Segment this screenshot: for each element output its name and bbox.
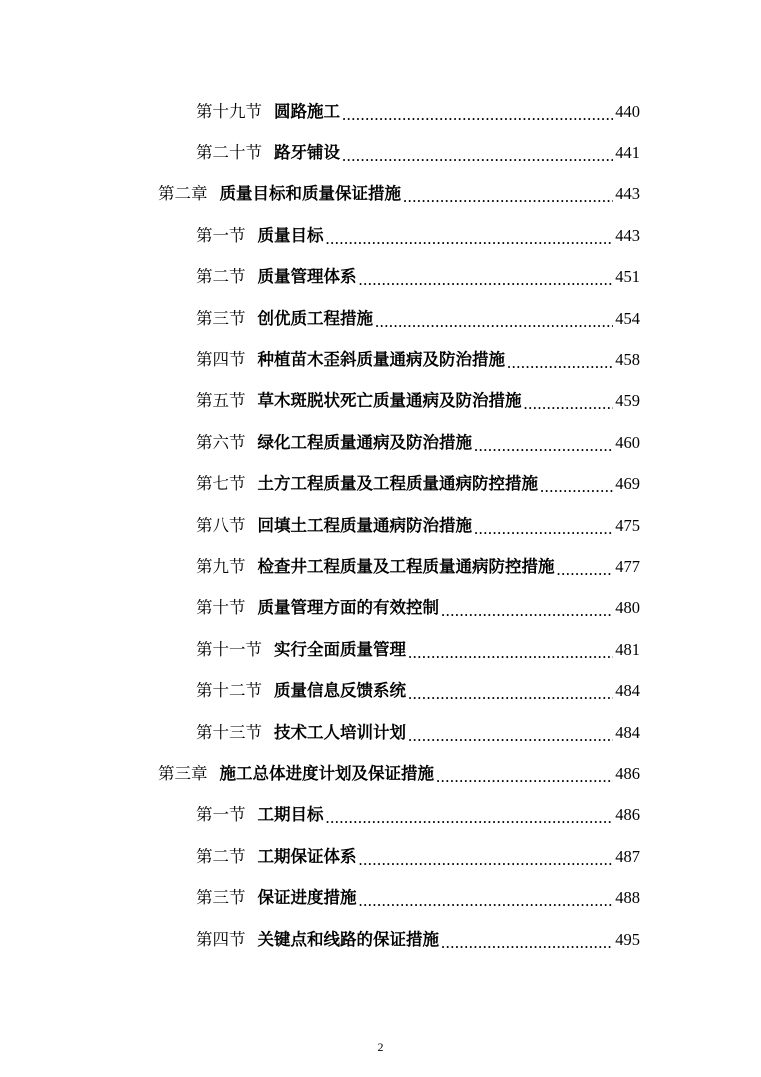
toc-entry-label: 第二章 — [158, 184, 208, 204]
toc-entry-page: 458 — [615, 350, 640, 370]
dot-leader — [441, 933, 613, 953]
dot-leader — [436, 767, 613, 787]
toc-entry[interactable] — [0, 91, 761, 132]
toc-entry[interactable] — [0, 257, 761, 298]
dot-leader — [474, 436, 613, 456]
toc-entry[interactable] — [0, 215, 761, 256]
toc-entry-label: 第九节 — [196, 556, 246, 576]
dot-leader — [441, 601, 613, 621]
toc-entry-label: 第二十节 — [196, 143, 262, 163]
dot-leader — [403, 187, 613, 207]
dot-leader — [359, 891, 614, 911]
toc-entry[interactable] — [0, 132, 761, 173]
toc-entry-page: 495 — [615, 929, 640, 949]
toc-entry-page: 477 — [615, 556, 640, 576]
dot-leader — [326, 808, 614, 828]
toc-entry-page: 484 — [615, 681, 640, 701]
toc-entry-page: 441 — [615, 143, 640, 163]
toc-entry-title: 圆路施工 — [274, 101, 340, 121]
toc-entry-page: 484 — [615, 722, 640, 742]
toc-entry-label: 第八节 — [196, 515, 246, 535]
dot-leader — [557, 560, 614, 580]
toc-entry-page: 481 — [615, 639, 640, 659]
toc-entry[interactable] — [0, 505, 761, 546]
toc-entry[interactable] — [0, 670, 761, 711]
toc-entry[interactable] — [0, 712, 761, 753]
toc-entry-label: 第二节 — [196, 846, 246, 866]
toc-entry-title: 检查井工程质量及工程质量通病防控措施 — [257, 556, 555, 576]
toc-entry[interactable] — [0, 588, 761, 629]
toc-entry-page: 451 — [615, 267, 640, 287]
dot-leader — [524, 394, 614, 414]
toc-entry-title: 质量信息反馈系统 — [274, 681, 406, 701]
dot-leader — [342, 146, 613, 166]
dot-leader — [359, 850, 614, 870]
toc-entry-label: 第七节 — [196, 474, 246, 494]
toc-entry-title: 工期保证体系 — [257, 846, 357, 866]
toc-entry[interactable] — [0, 877, 761, 918]
dot-leader — [408, 684, 613, 704]
dot-leader — [507, 353, 613, 373]
toc-entry[interactable] — [0, 546, 761, 587]
toc-entry-title: 路牙铺设 — [274, 143, 340, 163]
toc-entry-label: 第六节 — [196, 432, 246, 452]
toc-entry-page: 443 — [615, 184, 640, 204]
dot-leader — [359, 270, 614, 290]
toc-entry-label: 第十一节 — [196, 639, 262, 659]
toc-chapter-entry[interactable] — [0, 753, 761, 794]
toc-entry-title: 质量管理体系 — [257, 267, 357, 287]
dot-leader — [342, 105, 613, 125]
toc-entry-label: 第一节 — [196, 805, 246, 825]
toc-entry-page: 469 — [615, 474, 640, 494]
dot-leader — [326, 229, 614, 249]
toc-entry[interactable] — [0, 464, 761, 505]
toc-entry[interactable] — [0, 381, 761, 422]
dot-leader — [474, 519, 613, 539]
dot-leader — [540, 477, 613, 497]
toc-entry-title: 工期目标 — [257, 805, 324, 825]
toc-entry-label: 第四节 — [196, 929, 246, 949]
toc-entry-title: 质量目标和质量保证措施 — [219, 184, 401, 204]
toc-chapter-entry[interactable] — [0, 174, 761, 215]
dot-leader — [408, 643, 613, 663]
toc-entry-page: 488 — [615, 888, 640, 908]
toc-entry-label: 第三节 — [196, 308, 246, 328]
toc-entry-title: 实行全面质量管理 — [274, 639, 406, 659]
toc-entry-title: 质量目标 — [257, 225, 324, 245]
toc-entry-label: 第十九节 — [196, 101, 262, 121]
toc-entry-title: 创优质工程措施 — [257, 308, 373, 328]
toc-entry-title: 绿化工程质量通病及防治措施 — [257, 432, 472, 452]
toc-entry-page: 486 — [615, 763, 640, 783]
toc-entry-label: 第三章 — [158, 763, 208, 783]
toc-entry-page: 460 — [615, 432, 640, 452]
toc-entry-page: 440 — [615, 101, 640, 121]
toc-entry-page: 487 — [615, 846, 640, 866]
toc-entry[interactable] — [0, 422, 761, 463]
toc-entry-title: 种植苗木歪斜质量通病及防治措施 — [257, 350, 505, 370]
toc-entry-title: 回填土工程质量通病防治措施 — [257, 515, 472, 535]
toc-entry-page: 475 — [615, 515, 640, 535]
toc-entry-label: 第十二节 — [196, 681, 262, 701]
toc-entry-title: 草木斑脱状死亡质量通病及防治措施 — [257, 391, 522, 411]
toc-entry-label: 第二节 — [196, 267, 246, 287]
toc-entry[interactable] — [0, 919, 761, 960]
toc-entry-title: 技术工人培训计划 — [274, 722, 406, 742]
toc-entry[interactable] — [0, 795, 761, 836]
toc-entry[interactable] — [0, 298, 761, 339]
table-of-contents — [0, 91, 761, 960]
toc-entry[interactable] — [0, 339, 761, 380]
toc-entry-title: 保证进度措施 — [257, 888, 357, 908]
toc-entry-page: 443 — [615, 225, 640, 245]
page-number: 2 — [377, 1040, 384, 1054]
dot-leader — [375, 312, 613, 332]
toc-entry-title: 施工总体进度计划及保证措施 — [219, 763, 434, 783]
toc-entry-label: 第四节 — [196, 350, 246, 370]
toc-entry[interactable] — [0, 629, 761, 670]
toc-entry-title: 关键点和线路的保证措施 — [257, 929, 439, 949]
toc-entry-title: 土方工程质量及工程质量通病防控措施 — [257, 474, 538, 494]
toc-entry-title: 质量管理方面的有效控制 — [257, 598, 439, 618]
dot-leader — [408, 726, 613, 746]
toc-entry[interactable] — [0, 836, 761, 877]
toc-entry-page: 459 — [615, 391, 640, 411]
toc-entry-page: 486 — [615, 805, 640, 825]
toc-entry-label: 第三节 — [196, 888, 246, 908]
toc-entry-page: 480 — [615, 598, 640, 618]
toc-entry-label: 第十三节 — [196, 722, 262, 742]
toc-entry-page: 454 — [615, 308, 640, 328]
toc-entry-label: 第一节 — [196, 225, 246, 245]
toc-entry-label: 第五节 — [196, 391, 246, 411]
toc-entry-label: 第十节 — [196, 598, 246, 618]
